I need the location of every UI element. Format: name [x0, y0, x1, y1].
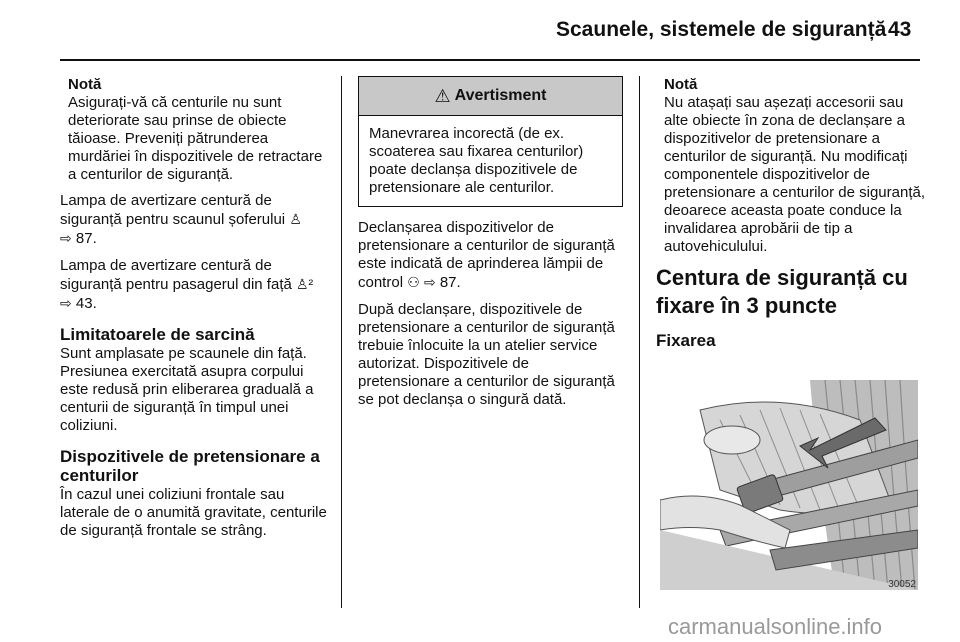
column-divider	[639, 76, 640, 608]
page-reference: 87.	[75, 230, 97, 247]
watermark: carmanualsonline.info	[668, 614, 883, 639]
page-reference-arrow-icon: ⇨	[60, 295, 72, 311]
page-reference-arrow-icon: ⇨	[60, 230, 72, 246]
note-block	[60, 76, 332, 184]
driver-belt-warning-text: Lampa de avertizare centură de siguranță pentru scaunul șoferului	[60, 192, 286, 228]
column-middle	[358, 76, 623, 418]
pretensioner-activation-paragraph	[358, 219, 623, 292]
figure-id: 30052	[888, 579, 916, 590]
column-left	[60, 76, 332, 549]
note-block	[664, 76, 928, 256]
note-text: Nu atașați sau așezați accesorii sau alte obiecte în zona de declanșare a dispozitivelor de pretensionare a centurilor de siguranță. Nu modificați componentele dispozitivelor de pretensionare a centurilor de siguranță, deoarece aceasta poate conduce la invalidarea aprobării de tip a autovehiculului.	[664, 94, 925, 255]
seatbelt-warning-icon: ♙	[289, 211, 302, 227]
note-label: Notă	[68, 76, 102, 93]
passenger-belt-warning-text: Lampa de avertizare centură de siguranță pentru pasagerul din față	[60, 257, 292, 293]
note-label: Notă	[664, 76, 698, 93]
note-text: Asigurați-vă că centurile nu sunt deteriorate sau prinse de obiecte tăioase. Preveniți pătrunderea murdăriei în dispozitivele de retractare a centurilor de siguranță.	[68, 94, 323, 183]
passenger-belt-warning-paragraph	[60, 257, 332, 313]
seatbelt-passenger-icon: ♙²	[296, 276, 314, 292]
load-limiters-text: Sunt amplasate pe scaunele din față. Presiunea exercitată asupra corpului este redusă prin eliberarea graduală a centurii de siguranță în timpul unei coliziuni.	[60, 345, 314, 434]
page-reference: 43.	[75, 295, 97, 312]
belt-fastening-illustration	[660, 380, 918, 590]
heading-fastening: Fixarea	[656, 331, 716, 350]
driver-belt-warning-paragraph	[60, 192, 332, 248]
page-title: Scaunele, sistemele de siguranță	[556, 18, 887, 41]
warning-triangle-icon: ⚠	[434, 86, 451, 106]
pretensioner-replacement-text: După declanșare, dispozitivele de pretensionare a centurilor de siguranță trebuie înlocuite la un atelier service autorizat. Dispozitivele de pretensionare a centurilor de siguranță se pot declanșa o singură dată.	[358, 301, 615, 408]
pretensioner-activation-text: Declanșarea dispozitivelor de pretensionare a centurilor de siguranță este indicată de aprinderea lămpii de control	[358, 219, 615, 291]
warning-title: Avertisment	[454, 87, 547, 104]
page-number: 43	[888, 18, 912, 41]
heading-pretensioners: Dispozitivele de pretensionare a centurilor	[60, 447, 320, 485]
page-reference: 87.	[439, 274, 461, 291]
heading-load-limiters: Limitatoarele de sarcină	[60, 325, 255, 344]
warning-header	[359, 77, 622, 116]
page-header	[0, 0, 960, 62]
belt-fastening-drawing	[660, 380, 918, 590]
pretensioners-text: În cazul unei coliziuni frontale sau laterale de o anumită gravitate, centurile de siguranță frontale se strâng.	[60, 486, 327, 539]
column-divider	[341, 76, 342, 608]
page-reference-arrow-icon: ⇨	[423, 274, 436, 290]
pretensioner-control-icon: ⚇	[407, 274, 420, 290]
header-divider	[60, 59, 920, 61]
column-right	[656, 76, 928, 358]
heading-three-point-belt: Centura de siguranță cu fixare în 3 puncte	[656, 265, 908, 318]
warning-text: Manevrarea incorectă (de ex. scoaterea sau fixarea centurilor) poate declanșa dispozitivele de pretensionare ale centurilor.	[369, 125, 584, 196]
warning-box	[358, 76, 623, 207]
